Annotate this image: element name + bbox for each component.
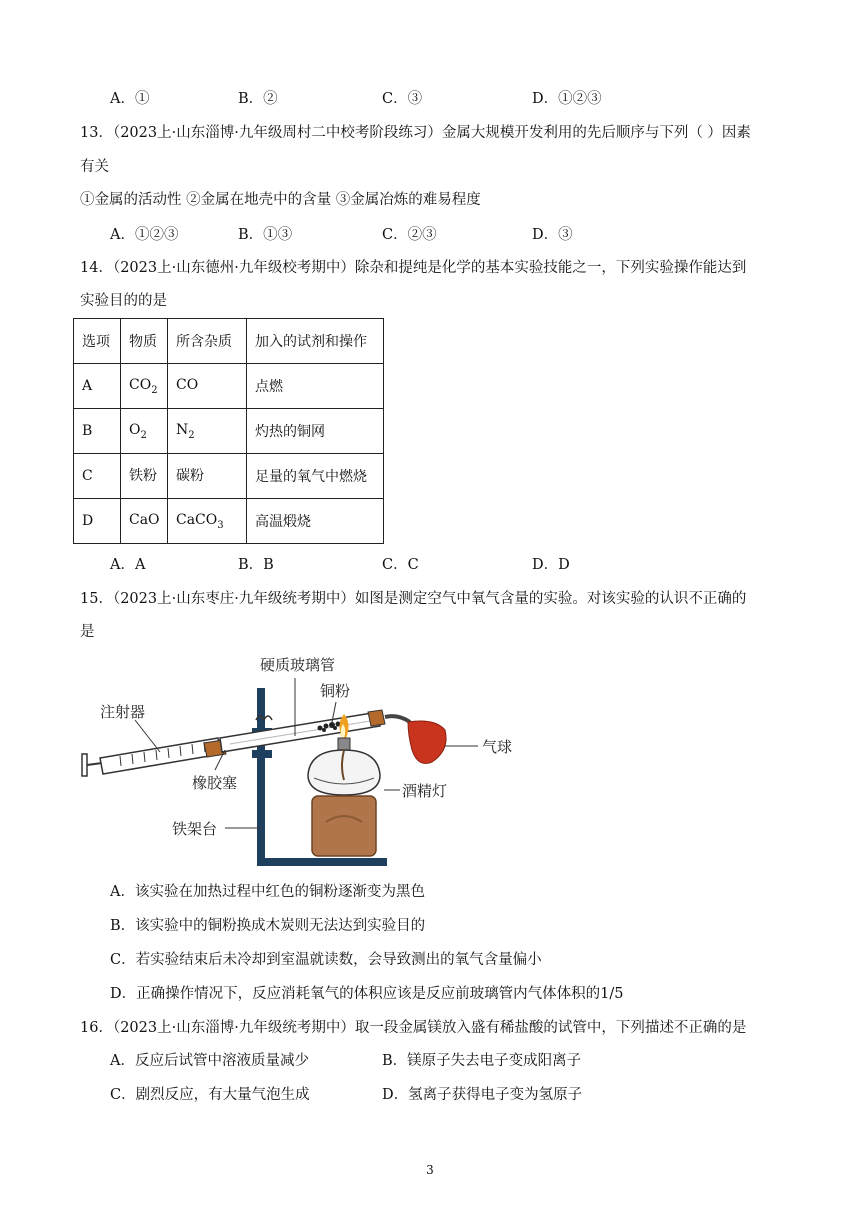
table-row <box>74 499 384 544</box>
q12-option-b: B．② <box>238 91 278 107</box>
glass-tube <box>220 712 380 752</box>
q13-option-d: D．③ <box>532 227 573 243</box>
table-row <box>74 409 384 454</box>
q16-option-d: D．氢离子获得电子变为氢原子 <box>382 1087 583 1103</box>
q14-table <box>73 318 384 544</box>
q14-stem-line1: 14．（2023上·山东德州·九年级校考期中）除杂和提纯是化学的基本实验技能之一，下列实验操作能达到 <box>80 260 747 276</box>
table-cell-impurity: $N_2$ <box>168 409 247 454</box>
label-copper-powder: 铜粉 <box>320 682 351 700</box>
lamp-base <box>312 796 376 856</box>
label-balloon: 气球 <box>482 738 513 756</box>
table-cell-operation: 点燃 <box>247 364 384 409</box>
table-cell-option: B <box>74 409 121 454</box>
q15-stem-line2: 是 <box>80 624 95 640</box>
q16-stem: 16．（2023上·山东淄博·九年级统考期中）取一段金属镁放入盛有稀盐酸的试管中，下列描述不正确的是 <box>80 1020 747 1036</box>
table-row <box>74 454 384 499</box>
q12-option-c: C．③ <box>382 91 423 107</box>
table-cell-substance: 铁粉 <box>121 454 168 499</box>
table-header-cell: 加入的试剂和操作 <box>247 319 384 364</box>
table-cell-substance: $CO_2$ <box>121 364 168 409</box>
table-cell-impurity: CO <box>168 364 247 409</box>
label-iron-stand: 铁架台 <box>172 820 218 838</box>
q14-option-d: D．D <box>532 557 570 573</box>
q15-stem-line1: 15．（2023上·山东枣庄·九年级统考期中）如图是测定空气中氧气含量的实验。对该实验的认识不正确的 <box>80 591 747 607</box>
balloon <box>408 721 446 764</box>
table-cell-option: A <box>74 364 121 409</box>
q13-option-a: A．①②③ <box>110 227 179 243</box>
page-number: 3 <box>426 1163 434 1177</box>
q13-option-c: C．②③ <box>382 227 437 243</box>
q14-stem-line2: 实验目的的是 <box>80 293 167 309</box>
apparatus-diagram <box>80 650 540 872</box>
label-rubber-stopper: 橡胶塞 <box>192 774 238 792</box>
rubber-stopper-right <box>368 710 385 726</box>
table-header-cell: 所含杂质 <box>168 319 247 364</box>
q12-option-d: D．①②③ <box>532 91 602 107</box>
table-cell-substance: CaO <box>121 499 168 544</box>
table-cell-option: C <box>74 454 121 499</box>
table-header-row <box>74 319 384 364</box>
label-syringe: 注射器 <box>100 703 146 721</box>
label-alcohol-lamp: 酒精灯 <box>402 782 448 800</box>
q15-option-b: B．该实验中的铜粉换成木炭则无法达到实验目的 <box>110 918 426 934</box>
q15-option-a: A．该实验在加热过程中红色的铜粉逐渐变为黑色 <box>110 884 425 900</box>
q16-option-b: B．镁原子失去电子变成阳离子 <box>382 1053 582 1069</box>
table-cell-impurity: 碳粉 <box>168 454 247 499</box>
table-cell-option: D <box>74 499 121 544</box>
table-header-cell: 选项 <box>74 319 121 364</box>
table-cell-operation: 高温煅烧 <box>247 499 384 544</box>
table-cell-operation: 灼热的铜网 <box>247 409 384 454</box>
table-cell-substance: $O_2$ <box>121 409 168 454</box>
table-row <box>74 364 384 409</box>
q16-option-a: A．反应后试管中溶液质量减少 <box>110 1053 309 1069</box>
table-header-cell: 物质 <box>121 319 168 364</box>
q13-items: ①金属的活动性 ②金属在地壳中的含量 ③金属冶炼的难易程度 <box>80 192 481 208</box>
q14-option-c: C．C <box>382 557 419 573</box>
q13-option-b: B．①③ <box>238 227 293 243</box>
q15-option-c: C．若实验结束后未冷却到室温就读数，会导致测出的氧气含量偏小 <box>110 952 542 968</box>
label-hard-glass-tube: 硬质玻璃管 <box>260 656 336 674</box>
q14-option-a: A．A <box>110 557 146 573</box>
q12-option-a: A．① <box>110 91 150 107</box>
q15-option-d: D．正确操作情况下，反应消耗氧气的体积应该是反应前玻璃管内气体体积的1/5 <box>110 986 624 1002</box>
table-cell-impurity: CaCO$_3$ <box>168 499 247 544</box>
q14-option-b: B．B <box>238 557 274 573</box>
q13-stem-line2: 有关 <box>80 159 109 175</box>
q13-stem-line1: 13．（2023上·山东淄博·九年级周村二中校考阶段练习）金属大规模开发利用的先后顺序与下列（ ）因素 <box>80 125 751 141</box>
table-cell-operation: 足量的氧气中燃烧 <box>247 454 384 499</box>
q16-option-c: C．剧烈反应，有大量气泡生成 <box>110 1087 310 1103</box>
